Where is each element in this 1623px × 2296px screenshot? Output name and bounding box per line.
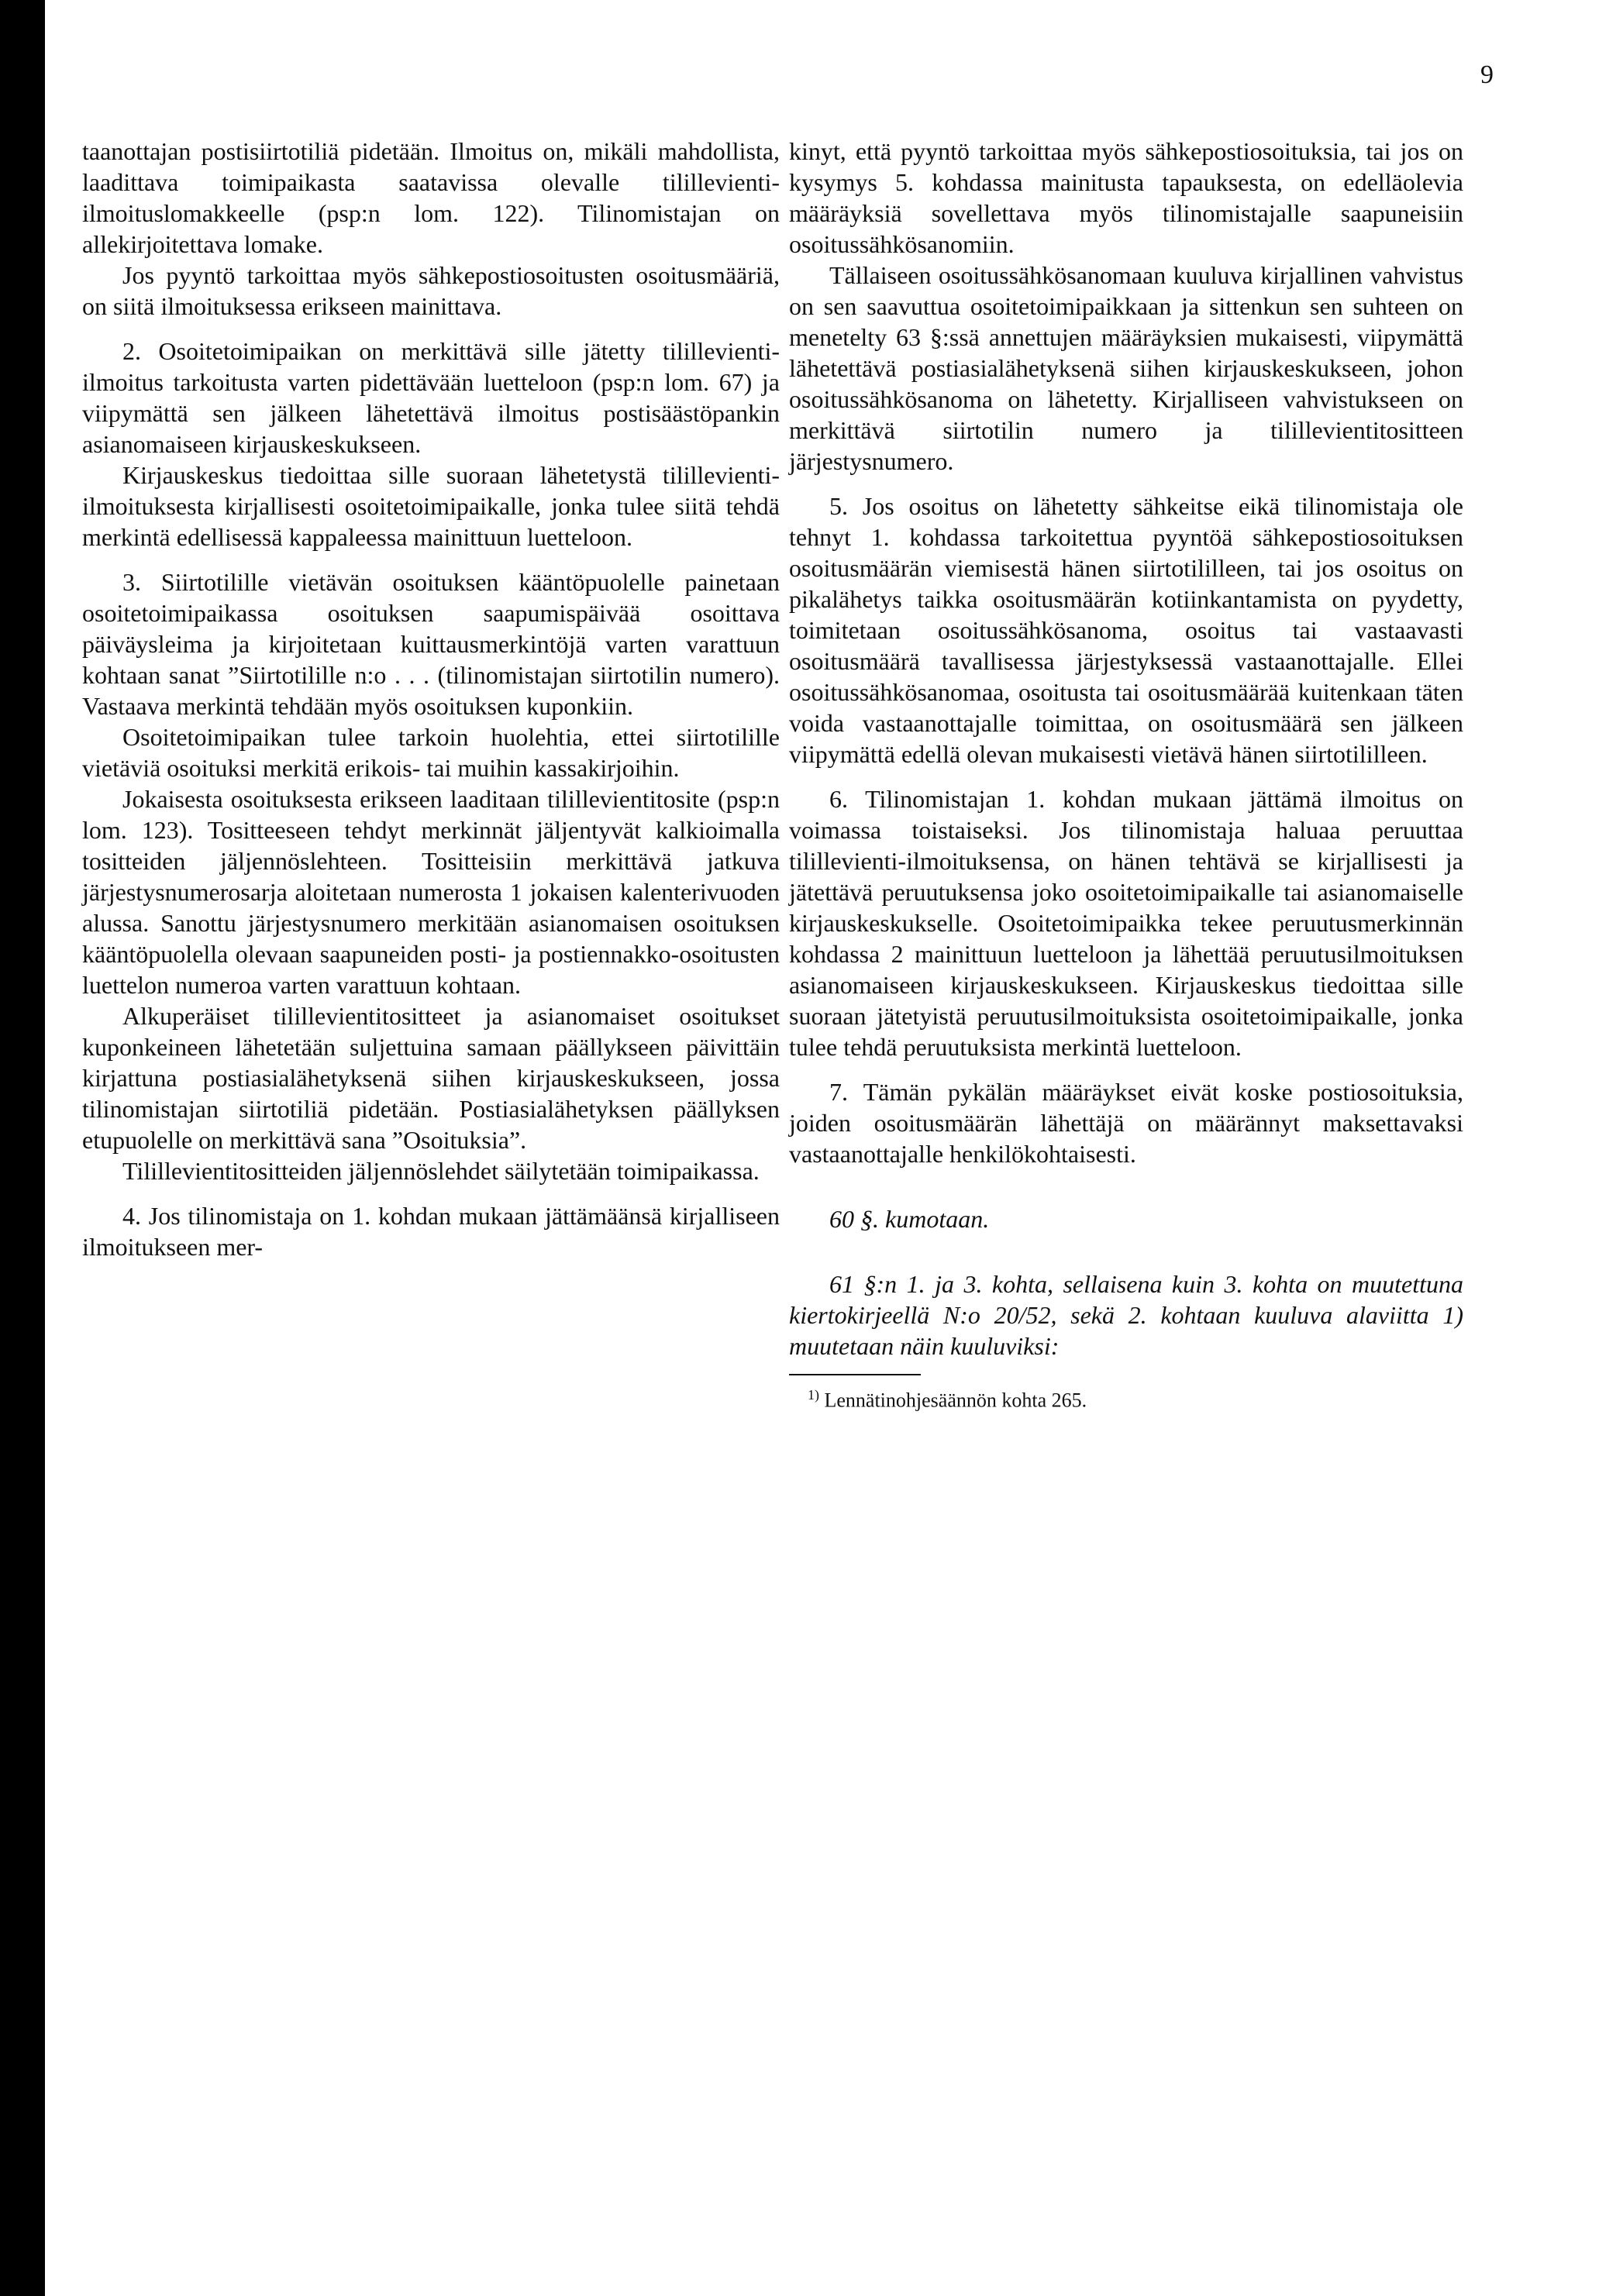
paragraph: 6. Tilinomistajan 1. kohdan mukaan jättämä ilmoitus on voimassa toistaiseksi. Jos tilinomistaja haluaa peruuttaa tilillevienti-ilmoituksensa, on hänen tehtävä se kirjallisesti ja jätettävä peruutuksensa joko osoitetoimipaikalle tai asianomaiselle kirjauskeskukselle. Osoitetoimipaikka tekee peruutusmerkinnän kohdassa 2 mainittuun luetteloon ja lähettää peruutusilmoituksen asianomaiseen kirjauskeskukseen. Kirjauskeskus tiedoittaa sille suoraan jätetyistä peruutusilmoituksista osoitetoimipaikalle, jonka tulee tehdä peruutuksista merkintä luetteloon. — [789, 785, 1463, 1061]
paragraph: taanottajan postisiirtotiliä pidetään. Ilmoitus on, mikäli mahdollista, laadittava toimipaikasta saatavissa olevalle tilillevienti-ilmoituslomakkeelle (psp:n lom. 122). Tilinomistajan on allekirjoitettava lomake. — [82, 137, 780, 258]
document-page — [45, 0, 1623, 2296]
paragraph: 4. Jos tilinomistaja on 1. kohdan mukaan jättämäänsä kirjalliseen ilmoitukseen mer- — [82, 1202, 780, 1261]
paragraph: Osoitetoimipaikan tulee tarkoin huolehtia, ettei siirtotilille vietäviä osoituksi merkitä erikois- tai muihin kassakirjoihin. — [82, 723, 780, 782]
paragraph: Alkuperäiset tilillevientitositteet ja asianomaiset osoitukset kuponkeineen lähetetään suljettuina samaan päällykseen päivittäin kirjattuna postiasialähetyksenä siihen kirjauskeskukseen, jossa tilinomistajan siirtotiliä pidetään. Postiasialähetyksen päällyksen etupuolelle on merkittävä sana ”Osoituksia”. — [82, 1002, 780, 1154]
right-column — [789, 136, 1463, 1414]
left-column — [82, 136, 780, 1262]
paragraph: 5. Jos osoitus on lähetetty sähkeitse eikä tilinomistaja ole tehnyt 1. kohdassa tarkoitettua pyyntöä sähkepostiosoituksen osoitusmäärän viemisestä hänen siirtotililleen, tai jos osoitus on pikalähetys taikka osoitusmäärän kotiinkantamista on pyydetty, toimitetaan osoitussähkösanoma, osoitus tai vastaavasti osoitusmäärä tavallisessa järjestyksessä vastaanottajalle. Ellei osoitussähkösanomaa, osoitusta tai osoitusmäärää kuitenkaan täten voida vastaanottajalle toimittaa, on osoitusmäärä sen jälkeen viipymättä edellä olevan mukaisesti vietävä hänen siirtotililleen. — [789, 492, 1463, 768]
paragraph: 2. Osoitetoimipaikan on merkittävä sille jätetty tilillevienti-ilmoitus tarkoitusta varten pidettävään luetteloon (psp:n lom. 67) ja viipymättä sen jälkeen lähetettävä ilmoitus postisäästöpankin asianomaiseen kirjauskeskukseen. — [82, 337, 780, 458]
footnote-divider — [789, 1374, 921, 1375]
page-number: 9 — [1480, 60, 1494, 89]
paragraph: Kirjauskeskus tiedoittaa sille suoraan lähetetystä tilillevienti-ilmoituksesta kirjallisesti osoitetoimipaikalle, jonka tulee siitä tehdä merkintä edellisessä kappaleessa mainittuun luetteloon. — [82, 461, 780, 551]
paragraph: Jokaisesta osoituksesta erikseen laaditaan tilillevientitosite (psp:n lom. 123). Tositteeseen tehdyt merkinnät jäljentyvät kalkioimalla tositteiden jäljennöslehteen. Tositteisiin merkittävä jatkuva järjestysnumerosarja aloitetaan numerosta 1 jokaisen kalenterivuoden alussa. Sanottu järjestysnumero merkitään asianomaisen osoituksen kääntöpuolella olevaan saapuneiden posti- ja postiennakko-osoitusten luettelon numeroa varten varattuun kohtaan. — [82, 785, 780, 999]
paragraph: Tilillevientitositteiden jäljennöslehdet säilytetään toimipaikassa. — [122, 1157, 760, 1185]
paragraph: Tällaiseen osoitussähkösanomaan kuuluva kirjallinen vahvistus on sen saavuttua osoitetoimipaikkaan ja sittenkun sen suhteen on menetelty 63 §:ssä annettujen määräyksien mukaisesti, viipymättä lähetettävä postiasialähetyksenä siihen kirjauskeskukseen, johon osoitussähkösanoma on lähetetty. Kirjalliseen vahvistukseen on merkittävä siirtotilin numero ja tilillevientitositteen järjestysnumero. — [789, 261, 1463, 475]
amendment-heading: 61 §:n 1. ja 3. kohta, sellaisena kuin 3. kohta on muutettuna kiertokirjeellä N:o 20/52, sekä 2. kohtaan kuuluva alaviitta 1) muutetaan näin kuuluviksi: — [789, 1270, 1463, 1360]
amendment-heading: 60 §. kumotaan. — [829, 1205, 990, 1233]
footnote: $^{1)}$ Lennätinohjesäännön kohta 265. — [808, 1387, 1087, 1412]
paragraph: 3. Siirtotilille vietävän osoituksen kääntöpuolelle painetaan osoitetoimipaikassa osoituksen saapumispäivää osoittava päiväysleima ja kirjoitetaan kuittausmerkintöjä varten varattuun kohtaan sanat ”Siirtotilille n:o . . . (tilinomistajan siirtotilin numero). Vastaava merkintä tehdään myös osoituksen kuponkiin. — [82, 568, 780, 720]
paragraph: 7. Tämän pykälän määräykset eivät koske postiosoituksia, joiden osoitusmäärän lähettäjä on määrännyt maksettavaksi vastaanottajalle henkilökohtaisesti. — [789, 1078, 1463, 1168]
paragraph: Jos pyyntö tarkoittaa myös sähkepostiosoitusten osoitusmääriä, on siitä ilmoituksessa erikseen mainittava. — [82, 261, 780, 320]
paragraph: kinyt, että pyyntö tarkoittaa myös sähkepostiosoituksia, tai jos on kysymys 5. kohdassa mainitusta tapauksesta, on edelläolevia määräyksiä sovellettava myös tilinomistajalle saapuneisiin osoitussähkösanomiin. — [789, 137, 1463, 258]
